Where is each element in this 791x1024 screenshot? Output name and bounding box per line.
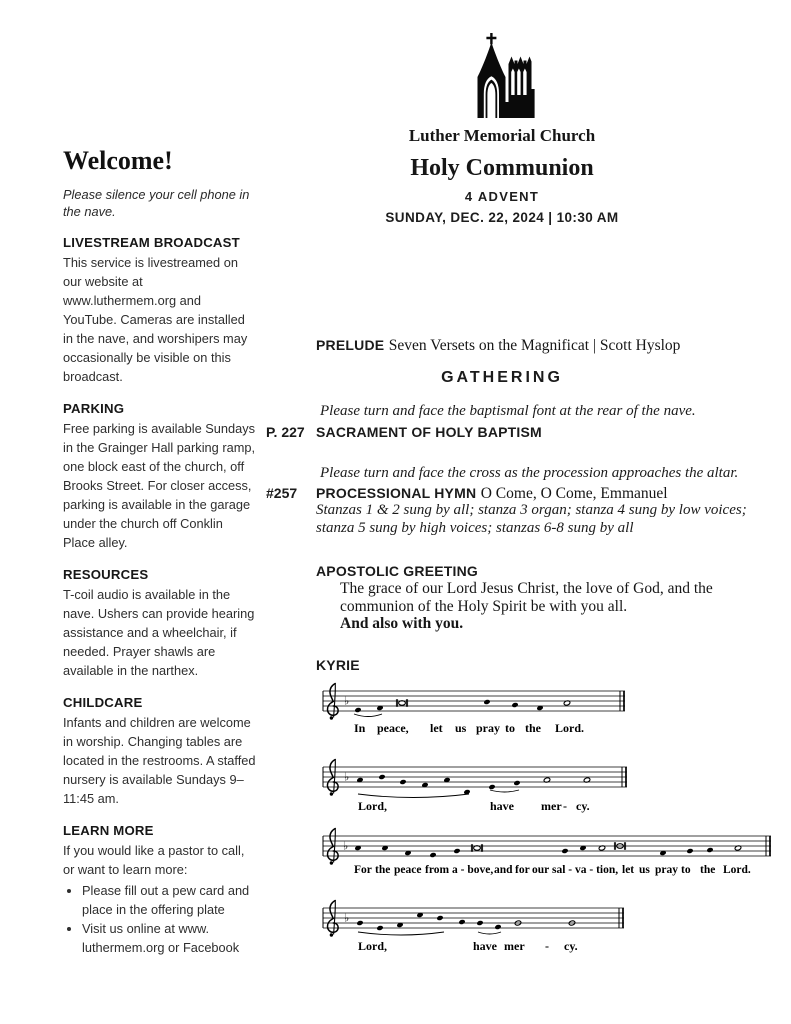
section-body: Free parking is available Sundays in the Grainger Hall parking ramp, one block east of the church, off Brooks Street. For closer access, parking is available in the garage under the church off Conklin Place alley. [63,421,256,550]
svg-text:Lord,: Lord, [358,799,388,813]
svg-text:♭: ♭ [344,770,350,784]
kyrie-line-1 [318,681,628,743]
svg-text:♭: ♭ [344,694,350,708]
greeting-line-2: communion of the Holy Spirit be with you all. [340,597,628,615]
section-heading: LIVESTREAM BROADCAST [63,235,240,250]
procession-rubric: Please turn and face the cross as the procession approaches the altar. [320,465,739,481]
section-body: T-coil audio is available in the nave. Ushers can provide hearing assistance and a wheelchair, if needed. Prayer shawls are available in the narthex. [63,587,255,678]
svg-text:have: have [473,939,497,953]
section-body: This service is livestreamed on our website at www.luthermem.org and YouTube. Cameras are installed in the nave, and worshipers may occasionally be visible on this broadcast. [63,255,248,384]
church-name: Luther Memorial Church [408,126,596,145]
kyrie-line-3 [318,829,774,887]
prelude-label: PRELUDE [316,337,385,353]
svg-text:cy.: cy. [564,939,578,953]
svg-text:to: to [505,721,515,735]
svg-text:sal - va - tion,: sal - va - tion, [552,864,619,876]
section-body: If you would like a pastor to call, or want to learn more: [63,843,245,877]
hymn-stanzas [316,502,747,537]
section-heading: RESOURCES [63,567,149,582]
hymn-number: #257 [266,485,298,501]
svg-text:pray: pray [476,721,500,735]
svg-text:Lord.: Lord. [555,721,585,735]
section-body: Infants and children are welcome in worship. Changing tables are located in the restrooms. A staffed nursery is available Sundays 9–11:45 am. [63,715,256,806]
svg-text:Lord,: Lord, [358,939,388,953]
section-heading: LEARN MORE [63,823,154,838]
sidebar [63,146,258,972]
section-parking [63,401,258,552]
welcome-title: Welcome! [63,146,173,175]
svg-text:let: let [622,864,635,876]
silence-note: Please silence your cell phone in the nave. [63,187,250,219]
svg-text:have: have [490,799,514,813]
page-number: P. 227 [266,424,305,440]
section-heading: PARKING [63,401,125,416]
svg-text:pray: pray [655,864,678,876]
svg-text:from: from [425,864,450,876]
svg-text:-: - [545,939,549,953]
svg-text:us: us [455,721,467,735]
svg-text:peace: peace [394,864,422,876]
svg-text:In: In [354,721,366,735]
greeting-response: And also with you. [340,615,464,632]
service-datetime: SUNDAY, DEC. 22, 2024 | 10:30 AM [385,210,619,225]
svg-text:a - bove,: a - bove, [452,864,494,876]
section-learn-more [63,823,258,957]
svg-text:-: - [563,799,567,813]
svg-text:the: the [375,864,391,876]
hymn-row [266,485,668,503]
svg-text:let: let [430,721,443,735]
stanzas-line-2: stanza 5 sung by high voices; stanzas 6-8 sung by all [316,519,634,536]
svg-text:mer: mer [541,799,562,813]
kyrie-line-4 [318,896,627,960]
church-icon [469,33,535,119]
greeting-line-1: The grace of our Lord Jesus Christ, the love of God, and the [340,580,713,597]
section-heading: CHILDCARE [63,695,143,710]
season-label: 4 ADVENT [464,189,540,204]
svg-text:mer: mer [504,939,525,953]
svg-text:and: and [494,864,513,876]
svg-text:for: for [515,864,530,876]
hymn-label: PROCESSIONAL HYMN [316,485,477,501]
kyrie-heading: KYRIE [316,657,360,673]
service-title: Holy Communion [410,155,594,181]
greeting-body [340,580,760,633]
baptism-rubric: Please turn and face the baptismal font at the rear of the nave. [320,403,696,419]
stanzas-line-1: Stanzas 1 & 2 sung by all; stanza 3 organ; stanza 4 sung by low voices; [316,502,747,518]
svg-text:the: the [525,721,541,735]
svg-text:us: us [639,864,650,876]
list-item: • Visit us online at www. luthermem.org or Facebook [82,919,258,957]
svg-text:For: For [354,864,372,876]
baptism-heading: SACRAMENT OF HOLY BAPTISM [316,424,542,440]
section-resources [63,567,258,680]
hymn-title: O Come, O Come, Emmanuel [480,485,668,502]
prelude-row [316,337,680,355]
svg-text:the: the [700,864,716,876]
svg-text:cy.: cy. [576,799,590,813]
svg-text:peace,: peace, [377,721,409,735]
section-livestream [63,235,258,386]
greeting-heading: APOSTOLIC GREETING [316,563,479,579]
prelude-text: Seven Versets on the Magnificat | Scott Hyslop [388,337,681,354]
kyrie-line-2 [318,756,630,820]
baptism-row [266,424,542,442]
svg-text:♭: ♭ [344,911,350,925]
svg-text:to: to [681,864,691,876]
list-item: • Please fill out a pew card and place in the offering plate [82,881,258,919]
svg-text:♭: ♭ [343,839,349,853]
svg-text:Lord.: Lord. [723,864,751,876]
gathering-title: GATHERING [441,369,563,386]
learn-more-list [63,881,258,957]
header [272,30,732,225]
section-childcare [63,695,258,808]
svg-text:our: our [532,864,550,876]
